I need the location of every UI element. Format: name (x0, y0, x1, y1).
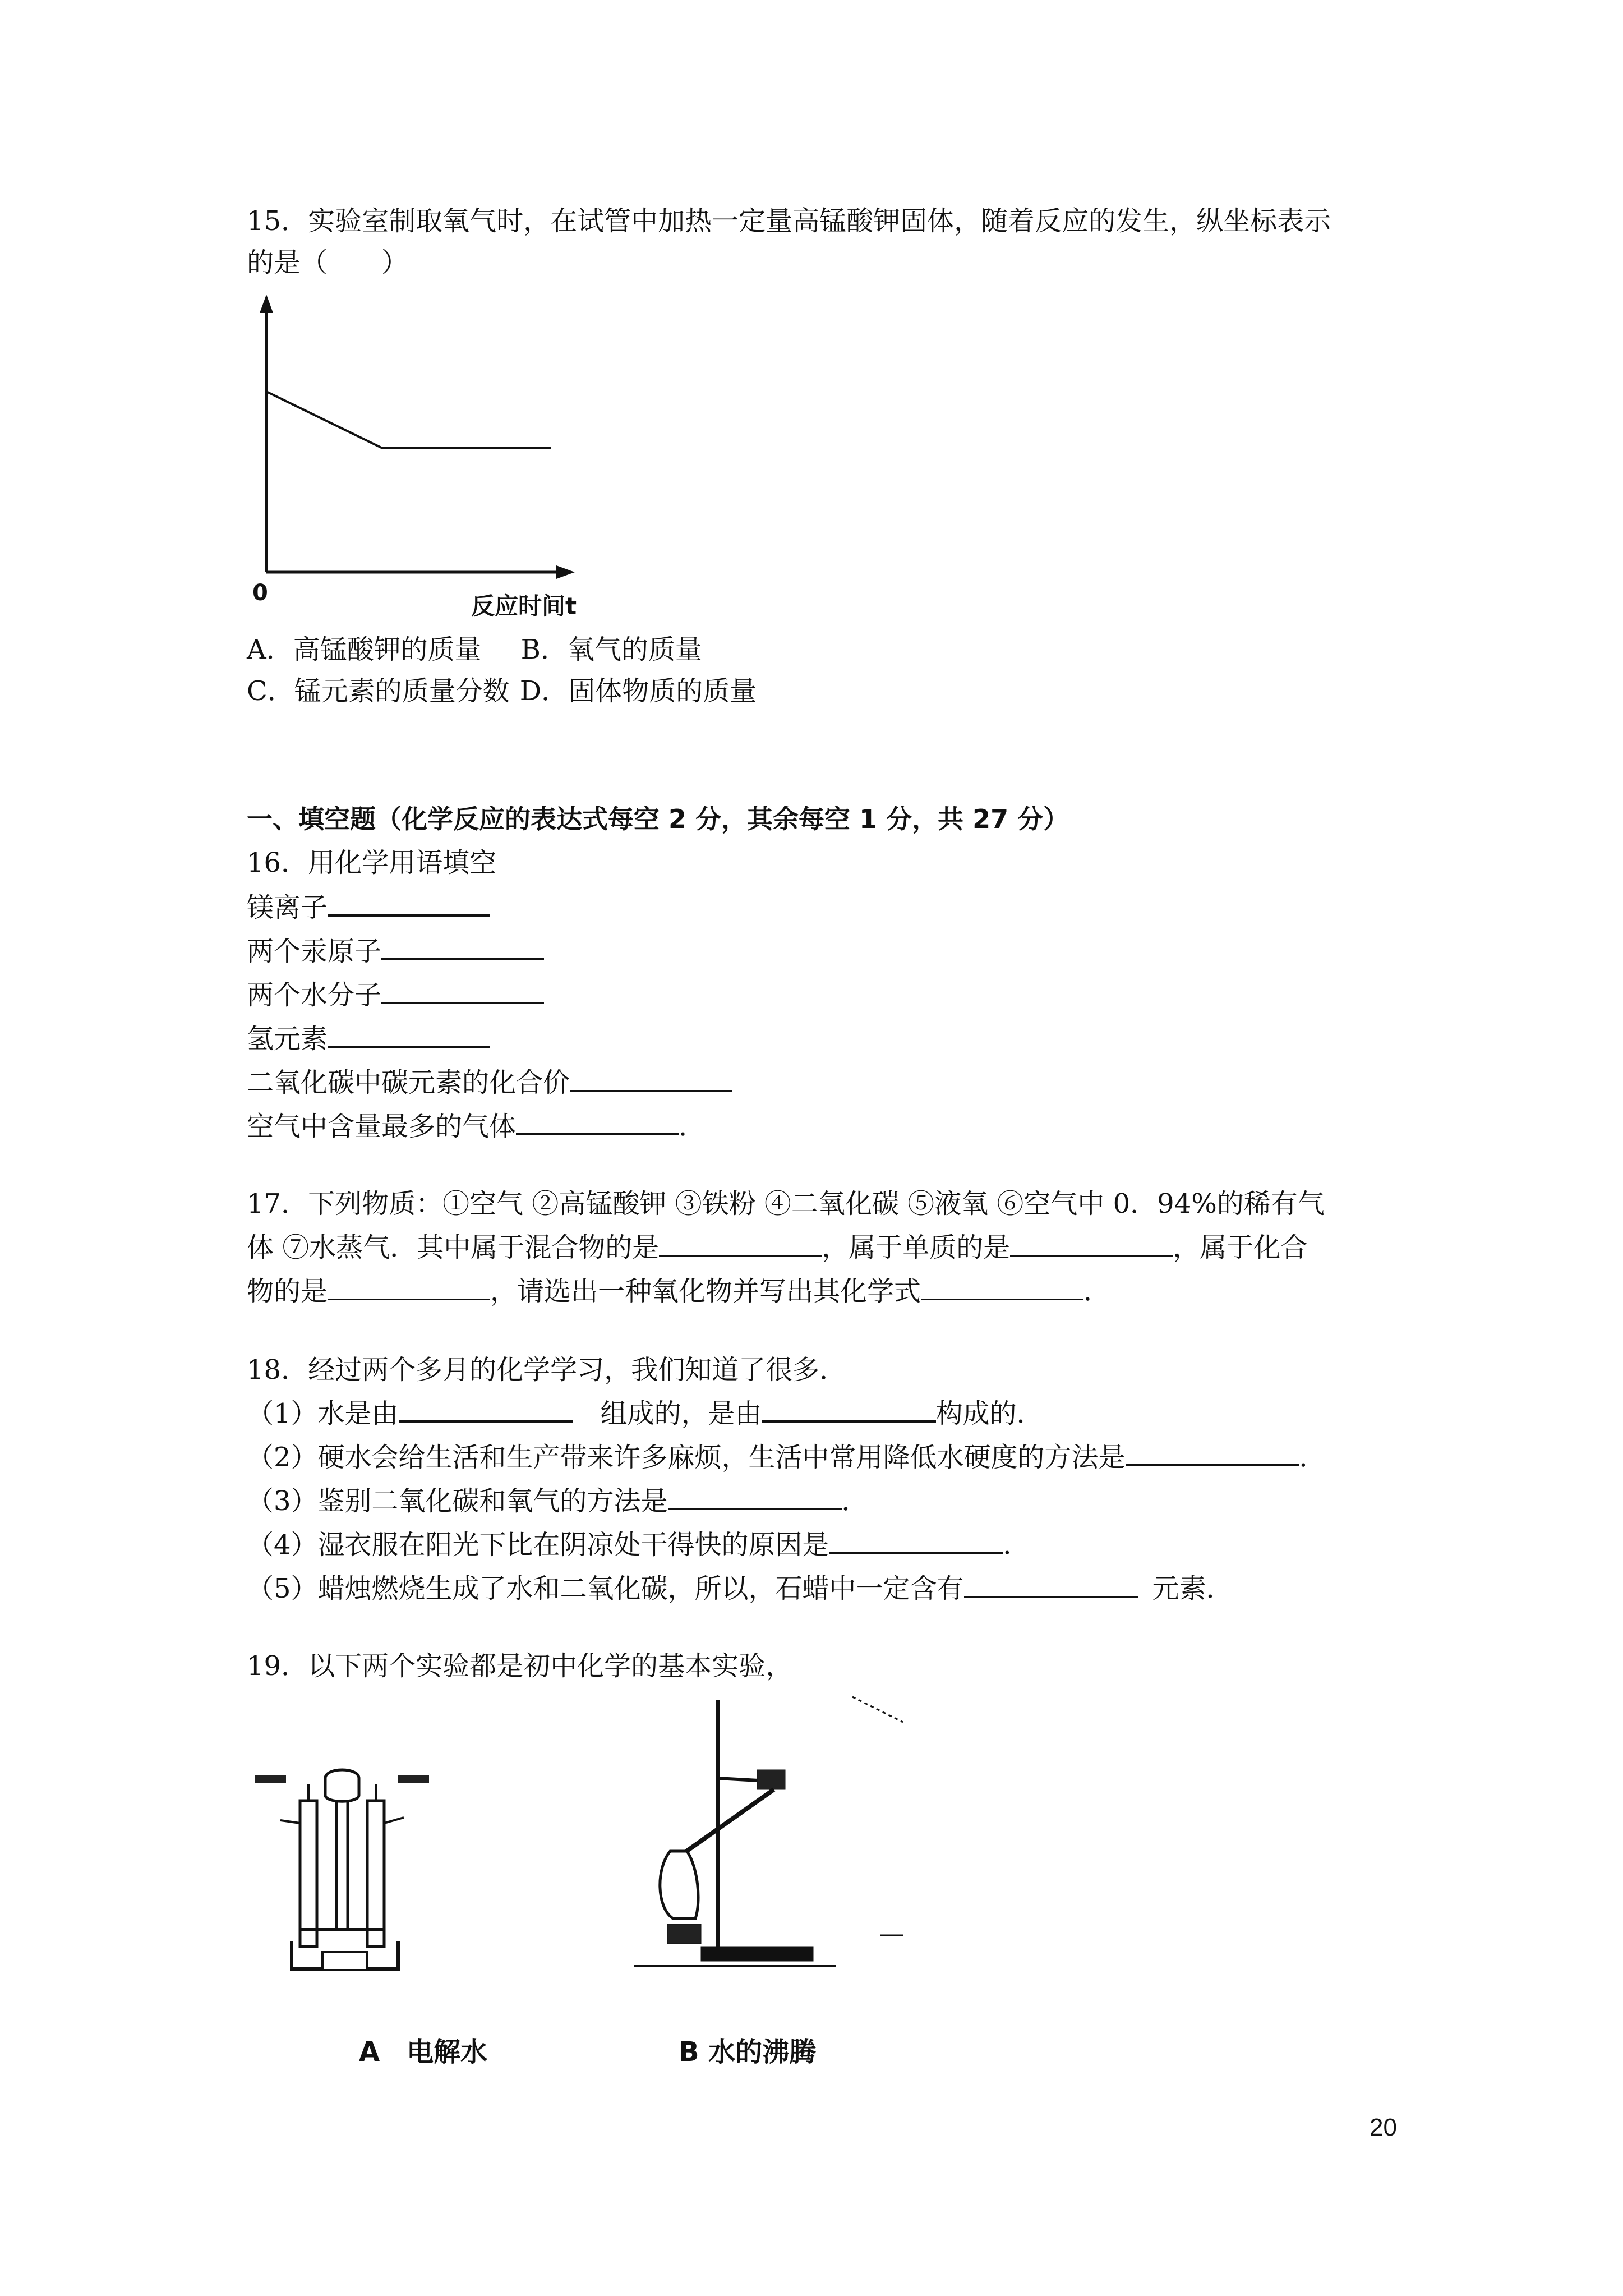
q16-item-label: 空气中含量最多的气体 (247, 1111, 517, 1142)
answer-blank[interactable] (659, 1232, 822, 1257)
q18-text: 组成的，是由 (600, 1398, 762, 1429)
answer-blank[interactable] (829, 1530, 1003, 1554)
q16-item (247, 892, 490, 923)
answer-blank[interactable] (1010, 1232, 1173, 1257)
answer-blank[interactable] (328, 1276, 490, 1300)
answer-blank[interactable] (399, 1398, 573, 1423)
q15-stem-line2: 的是（ ） (247, 247, 409, 278)
q18-text: 构成的． (935, 1398, 1044, 1429)
q16-item-label: 镁离子 (247, 892, 328, 923)
q19-title: 19．以下两个实验都是初中化学的基本实验， (247, 1650, 793, 1682)
q17-text: 物的是 (247, 1276, 328, 1307)
q15-options-row2 (247, 675, 757, 707)
answer-blank[interactable] (1126, 1442, 1299, 1466)
caption-a: A 电解水 (359, 2036, 488, 2068)
q17-text: 体 ⑦水蒸气．其中属于混合物的是 (247, 1232, 660, 1263)
q17-line2 (247, 1232, 1307, 1263)
q16-item-label: 两个汞原子 (247, 936, 382, 967)
q18-text: （4）湿衣服在阳光下比在阴凉处干得快的原因是 (247, 1529, 829, 1561)
q16-end: ． (679, 1111, 706, 1142)
boiling-apparatus-figure (634, 1677, 925, 1991)
answer-blank[interactable] (381, 936, 544, 960)
graph-origin-label: 0 (252, 580, 268, 606)
funnel-reservoir (325, 1770, 359, 1801)
iron-stand-base (701, 1947, 813, 1961)
left-tube (300, 1801, 317, 1947)
graph-x-arrow (556, 565, 575, 579)
q15-stem-line1: 15．实验室制取氧气时，在试管中加热一定量高锰酸钾固体，随着反应的发生，纵坐标表示 (247, 205, 1331, 237)
q15-option-a[interactable]: A．高锰酸钾的质量 (247, 634, 482, 665)
q15-options-row1 (247, 634, 702, 665)
q16-item (247, 1111, 706, 1142)
q16-item-label: 两个水分子 (247, 979, 382, 1011)
section-title: 一、填空题（化学反应的表达式每空 2 分，其余每空 1 分，共 27 分） (247, 804, 1069, 834)
q18-text: ． (1003, 1529, 1030, 1561)
q15-option-b[interactable]: B．氧气的质量 (520, 634, 702, 665)
q16-item-label: 二氧化碳中碳元素的化合价 (247, 1067, 570, 1098)
q16-item (247, 1067, 732, 1098)
answer-blank[interactable] (668, 1486, 842, 1510)
right-tube (367, 1801, 384, 1947)
q18-item-3 (247, 1485, 869, 1517)
q18-text: （3）鉴别二氧化碳和氧气的方法是 (247, 1485, 668, 1517)
q17-text: ，请选出一种氧化物并写出其化学式 (490, 1276, 921, 1307)
q18-item-2 (247, 1442, 1326, 1473)
caption-b: B 水的沸腾 (679, 2036, 817, 2068)
q18-text: 元素． (1152, 1573, 1233, 1604)
answer-blank[interactable] (921, 1276, 1083, 1300)
q16-item (247, 936, 544, 967)
answer-blank[interactable] (762, 1398, 936, 1423)
q18-item-1 (247, 1398, 1044, 1429)
graph-curve (266, 392, 551, 448)
answer-blank[interactable] (964, 1573, 1138, 1598)
q18-text: （2）硬水会给生活和生产带来许多麻烦，生活中常用降低水硬度的方法是 (247, 1442, 1126, 1473)
q18-text: （1）水是由 (247, 1398, 399, 1429)
electrolysis-apparatus-figure (247, 1761, 449, 1975)
q18-text: （5）蜡烛燃烧生成了水和二氧化碳，所以，石蜡中一定含有 (247, 1573, 964, 1604)
q18-text: ． (841, 1485, 869, 1517)
q17-text: ，属于化合 (1173, 1232, 1308, 1263)
test-tube (679, 1789, 774, 1857)
answer-blank[interactable] (328, 892, 490, 917)
answer-blank[interactable] (570, 1068, 732, 1092)
q17-line1: 17．下列物质：①空气 ②高锰酸钾 ③铁粉 ④二氧化碳 ⑤液氧 ⑥空气中 0．94%的稀有气 (247, 1188, 1325, 1220)
page-number: 20 (1370, 2114, 1397, 2141)
answer-blank[interactable] (381, 980, 544, 1004)
q16-item-label: 氢元素 (247, 1023, 328, 1055)
q18-text: ． (1299, 1442, 1326, 1473)
q18-item-5 (247, 1573, 1233, 1604)
q17-line3 (247, 1276, 1110, 1307)
graph-y-arrow (260, 295, 273, 313)
q16-item (247, 979, 544, 1011)
q16-title: 16．用化学用语填空 (247, 847, 497, 878)
q15-option-d[interactable]: D．固体物质的质量 (519, 675, 757, 707)
q15-graph (241, 292, 589, 623)
graph-x-label: 反应时间t (471, 592, 577, 620)
q16-item (247, 1023, 490, 1055)
answer-blank[interactable] (516, 1111, 679, 1135)
power-supply (322, 1952, 367, 1970)
answer-blank[interactable] (328, 1024, 490, 1048)
q18-title: 18．经过两个多月的化学学习，我们知道了很多． (247, 1354, 847, 1386)
q17-text: ． (1083, 1276, 1111, 1307)
q17-text: ，属于单质的是 (822, 1232, 1011, 1263)
burner (660, 1851, 698, 1918)
q15-option-c[interactable]: C．锰元素的质量分数 (247, 675, 510, 707)
q18-item-4 (247, 1529, 1030, 1561)
